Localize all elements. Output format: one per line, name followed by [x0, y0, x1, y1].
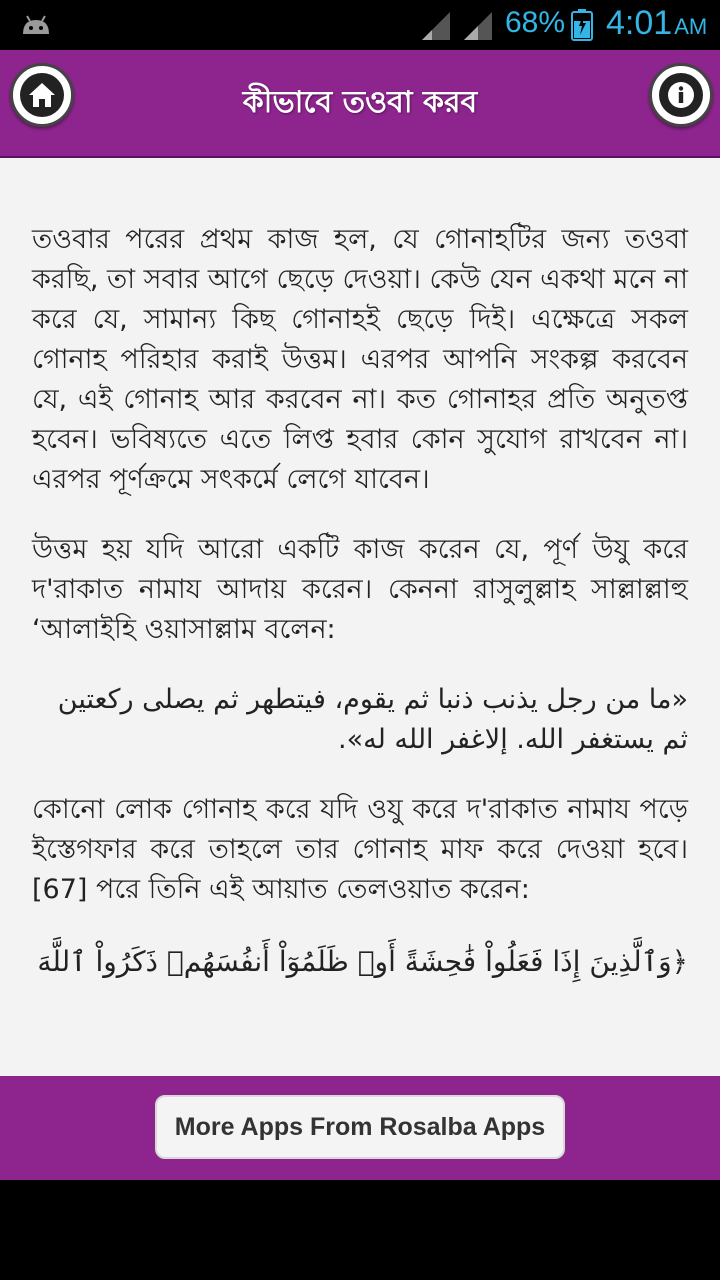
info-icon	[666, 80, 696, 110]
home-button-face	[20, 73, 64, 117]
quran-verse: ﴿وَٱلَّذِينَ إِذَا فَعَلُواْ فَٰحِشَةً أَوۡ ظَلَمُوٓاْ أَنفُسَهُمۡ ذَكَرُواْ ٱللَّهَ	[37, 945, 688, 978]
home-icon	[27, 81, 57, 109]
paragraph: উত্তম হয় যদি আরো একটি কাজ করেন যে, পূর্ণ উযু করে দ'রাকাত নামায আদায় করেন। কেননা রাসুলুল্লাহ সাল্লাল্লাহু ‘আলাইহি ওয়াসাল্লাম বলেন:	[32, 534, 688, 645]
battery-percent: 68%	[505, 6, 566, 39]
navigation-area	[0, 1180, 720, 1280]
status-bar	[0, 0, 720, 50]
signal-sim2-icon	[462, 10, 498, 42]
more-apps-button[interactable]: More Apps From Rosalba Apps	[155, 1095, 565, 1159]
signal-sim1-icon	[420, 10, 456, 42]
article-content[interactable]	[0, 158, 720, 1076]
home-button[interactable]	[10, 63, 74, 127]
app-header	[0, 50, 720, 158]
paragraph: তওবার পরের প্রথম কাজ হল, যে গোনাহটির জন্য তওবা করছি, তা সবার আগে ছেড়ে দেওয়া। কেউ যেন একথা মনে না করে যে, সামান্য কিছ গোনাহই ছেড়ে দিই। এক্ষেত্রে সকল গোনাহ পরিহার করাই উত্তম। এরপর আপনি সংকল্প করবেন যে, এই গোনাহ আর করবেন না। কত গোনাহর প্রতি অনুতপ্ত হবেন। ভবিষ্যতে এতে লিপ্ত হবার কোন সুযোগ রাখবেন না। এরপর পূর্ণক্রমে সৎকর্মে লেগে যাবেন।	[32, 224, 688, 495]
clock-time: 4:01	[606, 4, 673, 42]
android-icon	[20, 14, 52, 36]
clock	[606, 4, 707, 43]
battery-icon	[571, 9, 593, 41]
page-title: কীভাবে তওবা করব	[242, 85, 478, 120]
paragraph: কোনো লোক গোনাহ করে যদি ওযু করে দ'রাকাত নামায পড়ে ইস্তেগফার করে তাহলে তার গোনাহ মাফ করে দেওয়া হবে।[67] পরে তিনি এই আয়াত তেলওয়াত করেন:	[32, 794, 688, 905]
footer-bar	[0, 1076, 720, 1180]
info-button[interactable]	[649, 63, 713, 127]
info-button-face	[659, 73, 703, 117]
clock-ampm: AM	[674, 14, 708, 39]
arabic-hadith: «ما من رجل يذنب ذنبا ثم يقوم، فيتطهر ثم يصلى ركعتين ثم يستغفر الله. إلاغفر الله له».	[57, 684, 688, 755]
